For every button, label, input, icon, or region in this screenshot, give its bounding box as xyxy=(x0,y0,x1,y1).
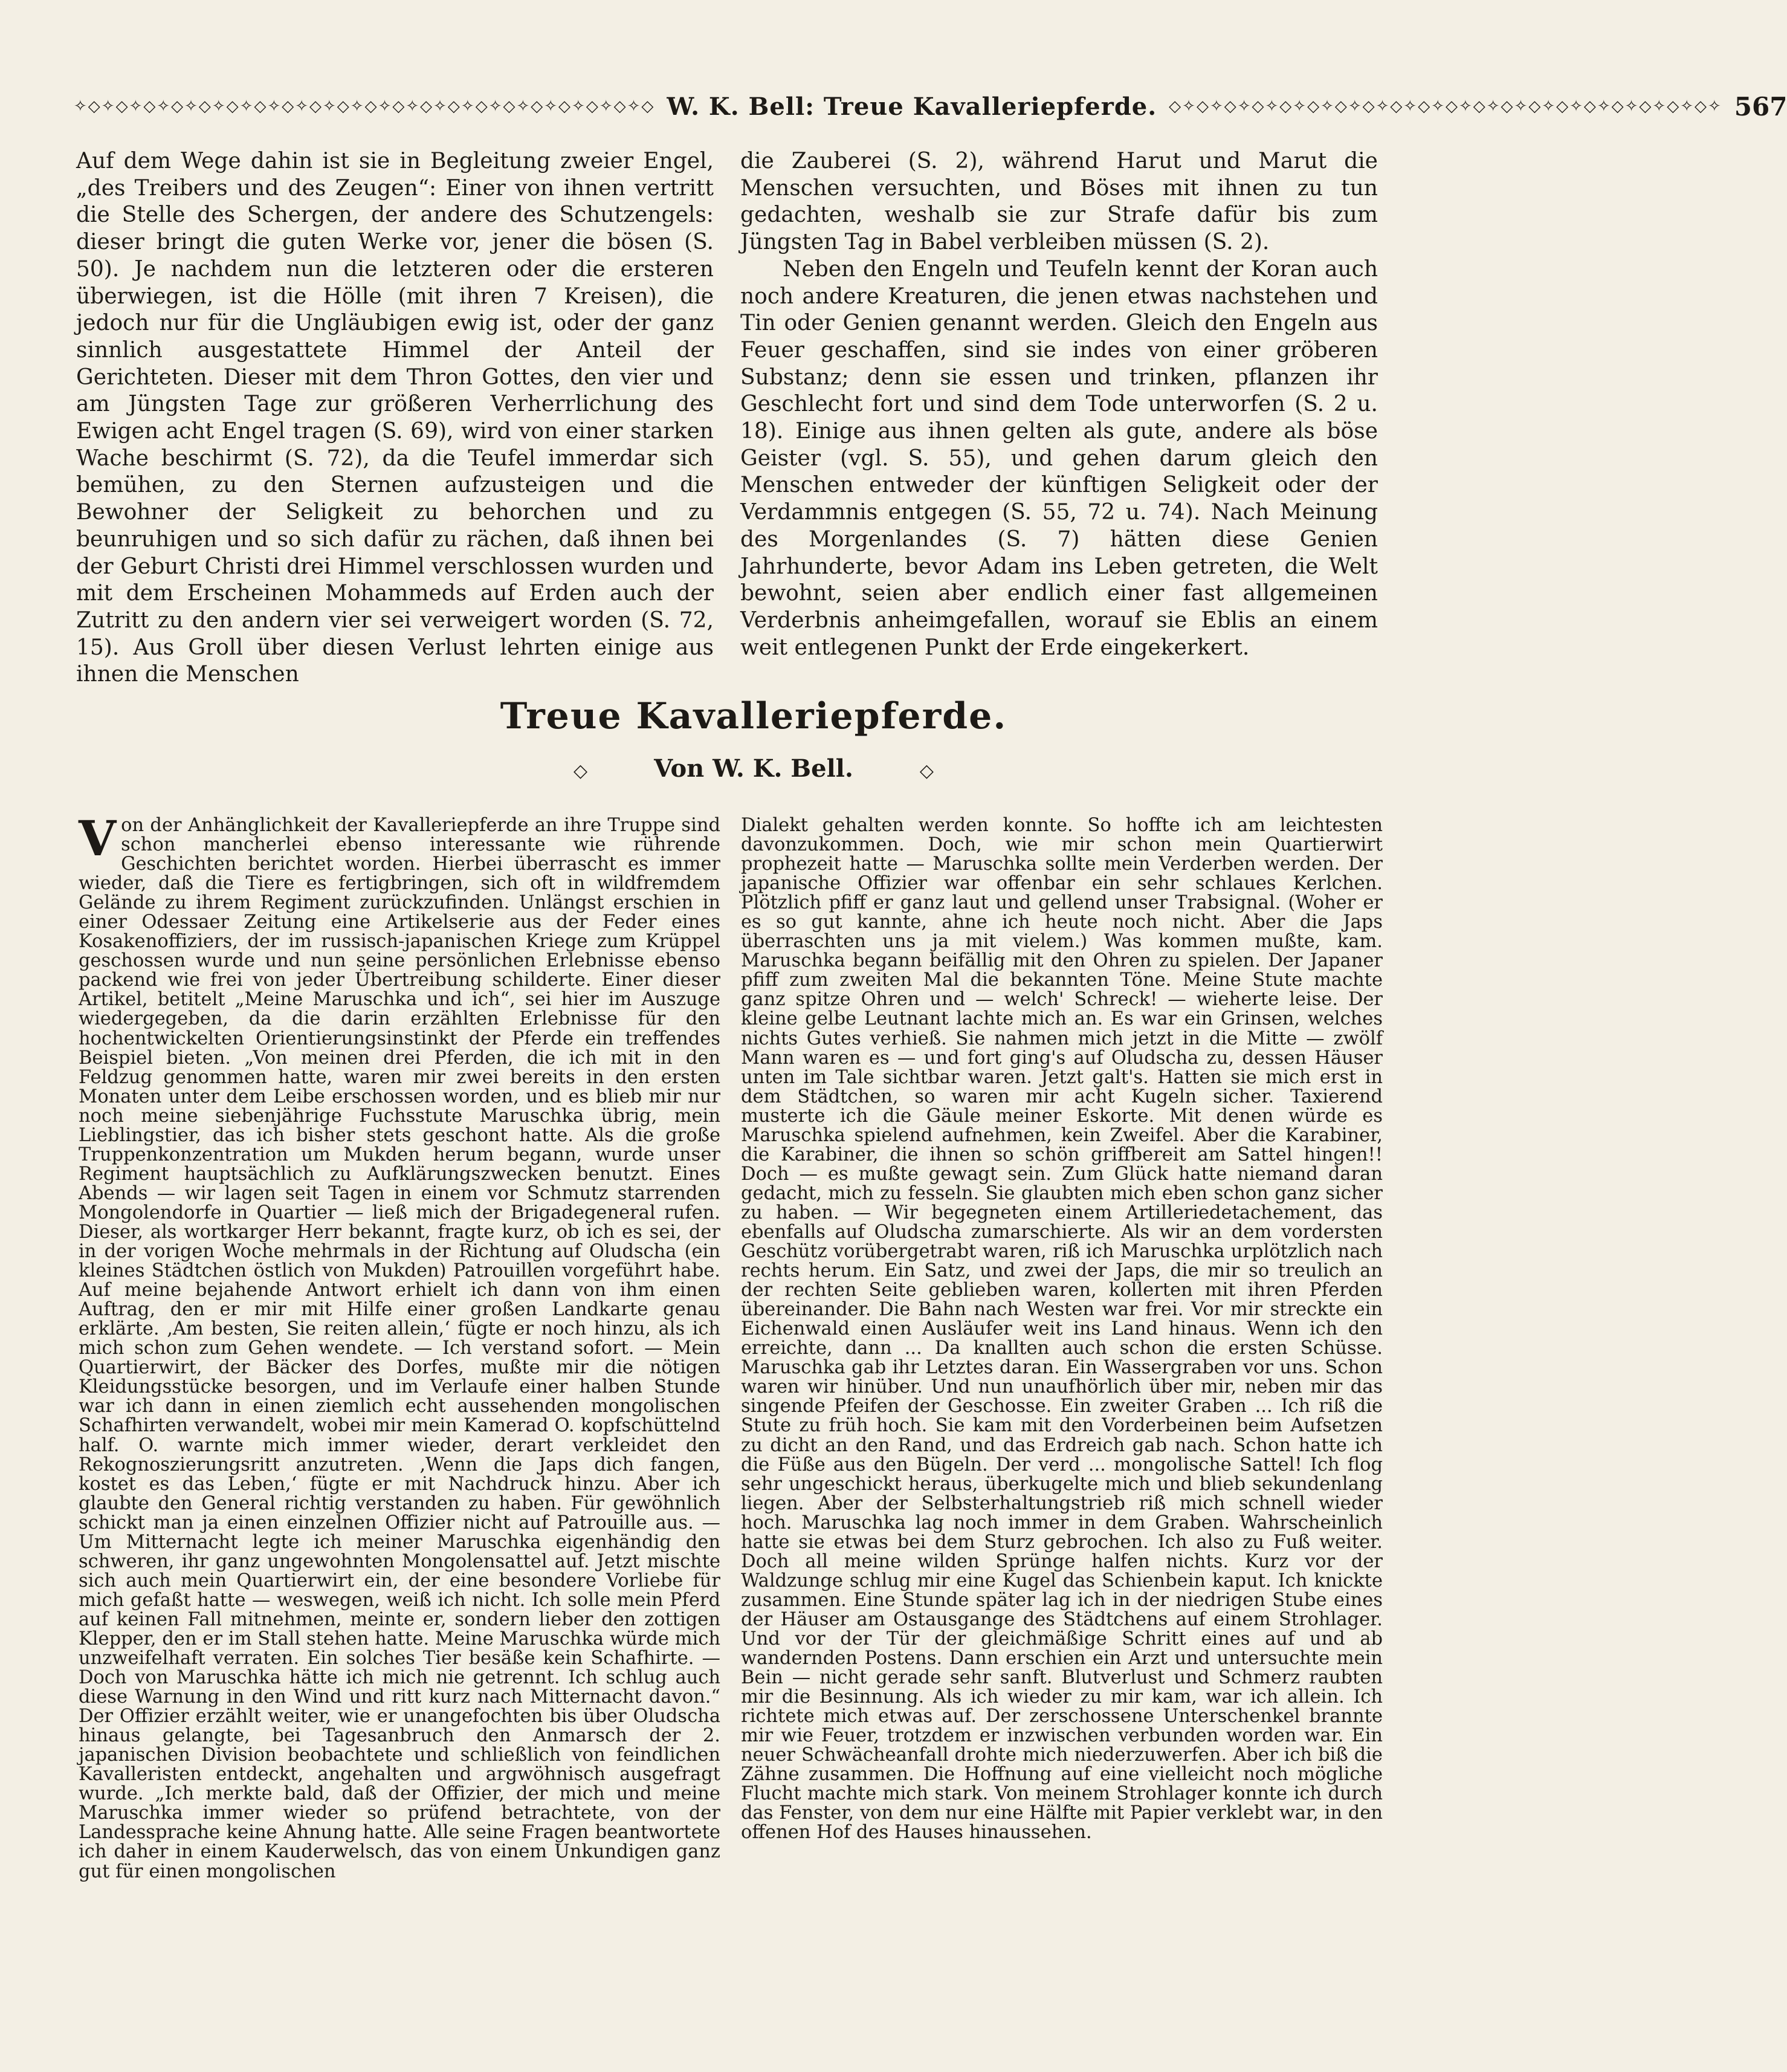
previous-article-paragraph: die Zauberei (S. 2), während Harut und Marut die Menschen versuchten, und Böses mit ihnen zu tun gedachten, weshalb sie zur Strafe dafür bis zum Jüngsten Tag in Babel verbleiben müssen (S. 2). xyxy=(740,149,1378,255)
article-text: on der Anhänglichkeit der Kavalleriepferde an ihre Truppe sind schon mancherlei ebenso interessante wie rührende Geschichten berichtet worden. Hierbei überrascht es immer wieder, daß die Tiere es fertigbringen, sich oft in wildfremdem Gelände zu ihrem Regiment zurückzufinden. Unlängst erschien in einer Odessaer Zeitung eine Artikelserie aus der Feder eines Kosakenoffiziers, der im russisch-japanischen Kriege zum Krüppel geschossen wurde und nun seine persönlichen Erlebnisse ebenso packend wie frei von jeder Übertreibung schilderte. Einer dieser Artikel, betitelt „Meine Maruschka und ich“, sei hier im Auszuge wiedergegeben, da die darin erzählten Erlebnisse für den hochentwickelten Orientierungsinstinkt der Pferde ein treffendes Beispiel bieten. „Von meinen drei Pferden, die ich mit in den Feldzug genommen hatte, waren mir zwei bereits in den ersten Monaten unter dem Leibe erschossen worden, und es blieb mir nur noch meine siebenjährige Fuchsstute Maruschka übrig, mein Lieblingstier, das ich bisher stets geschont hatte. Als die große Truppenkonzentration um Mukden herum begann, wurde unser Regiment hauptsächlich zu Aufklärungszwecken benutzt. Eines Abends — wir lagen seit Tagen in einem vor Schmutz starrenden Mongolendorfe in Quartier — ließ mich der Brigadegeneral rufen. Dieser, als wortkarger Herr bekannt, fragte kurz, ob ich es sei, der in der vorigen Woche mehrmals in der Richtung auf Oludscha (ein kleines Städtchen östlich von Mukden) Patrouillen vorgeführt habe. Auf meine bejahende Antwort erhielt ich dann von ihm einen Auftrag, den er mir mit Hilfe einer großen Landkarte genau erklärte. ‚Am besten, Sie reiten allein,‘ fügte er noch hinzu, als ich mich schon zum Gehen wendete. — Ich verstand sofort. — Mein Quartierwirt, der Bäcker des Dorfes, mußte mir die nötigen Kleidungsstücke besorgen, und im Verlaufe einer halben Stunde war ich dann in einen ziemlich echt aussehenden mongolischen Schafhirten verwandelt, wobei mir mein Kamerad O. kopfschüttelnd half. O. warnte mich immer wieder, derart verkleidet den Rekognoszierungsritt anzutreten. ‚Wenn die Japs dich fangen, kostet es das Leben,‘ fügte er mit Nachdruck hinzu. Aber ich glaubte den General richtig verstanden zu haben. Für gewöhnlich schickt man ja einen einzelnen Offizier nicht auf Patrouille aus. — Um Mitternacht legte ich meiner Maruschka eigenhändig den schweren, ihr ganz ungewohnten Mongolensattel auf. Jetzt mischte sich auch mein Quartierwirt ein, der eine besondere Vorliebe für mich gefaßt hatte — weswegen, weiß ich nicht. Ich solle mein Pferd auf keinen Fall mitnehmen, meinte er, sondern lieber den zottigen Klepper, den er im Stall stehen hatte. Meine Maruschka würde mich unzweifelhaft verraten. Ein solches Tier besäße kein Schafhirte. — Doch von Maruschka hätte ich mich nie getrennt. Ich schlug auch diese Warnung in den Wind und ritt kurz nach Mitternacht davon.“ Der Offizier erzählt weiter, wie er unangefochten bis über Oludscha hinaus gelangte, bei Tagesanbruch den Anmarsch der 2. japanischen Division beobachtete und schließlich von feindlichen Kavalleristen entdeckt, angehalten und argwöhnisch ausgefragt wurde. „Ich merkte bald, daß der Offizier, der mich und meine Maruschka immer wieder so prüfend betrachtete, von der Landessprache keine Ahnung hatte. Alle seine Fragen beantwortete ich daher in einem Kauderwelsch, das von einem Unkundigen ganz gut für einen mongolischen xyxy=(79,815,720,1882)
article-title: Treue Kavalleriepferde. xyxy=(500,695,1007,737)
byline-ornament-left: ◇ xyxy=(574,760,588,782)
previous-article-paragraph: Neben den Engeln und Teufeln kennt der Koran auch noch andere Kreaturen, die jenen etwas nachstehen und Tin oder Genien genannt werden. Gleich den Engeln aus Feuer geschaffen, sind sie indes von einer gröberen Substanz; denn sie essen und trinken, pflanzen ihr Geschlecht fort und sind dem Tode unterworfen (S. 2 u. 18). Einige aus ihnen gelten als gute, andere als böse Geister (vgl. S. 55), und gehen darum gleich den Menschen entweder der künftigen Seligkeit oder der Verdammnis entgegen (S. 55, 72 u. 74). Nach Meinung des Morgenlandes (S. 7) hätten diese Genien Jahrhunderte, bevor Adam ins Leben getreten, die Welt bewohnt, seien aber endlich einer fast allgemeinen Verderbnis anheimgefallen, worauf sie Eblis an einem weit entlegenen Punkt der Erde eingekerkert. xyxy=(740,256,1378,660)
drop-cap: V xyxy=(79,810,117,867)
article-paragraph xyxy=(79,810,720,1882)
previous-article-right-column xyxy=(740,148,1378,661)
previous-article-paragraph: Auf dem Wege dahin ist sie in Begleitung zweier Engel, „des Treibers und des Zeugen“: Einer von ihnen vertritt die Stelle des Schergen, der andere des Schutzengels: dieser bringt die guten Werke vor, jener die bösen (S. 50). Je nachdem nun die letzteren oder die ersteren überwiegen, ist die Hölle (mit ihren 7 Kreisen), die jedoch nur für die Ungläubigen ewig ist, oder der ganz sinnlich ausgestattete Himmel der Anteil der Gerichteten. Dieser mit dem Thron Gottes, den vier und am Jüngsten Tage zur größeren Verherrlichung des Ewigen acht Engel tragen (S. 69), wird von einer starken Wache beschirmt (S. 72), da die Teufel immerdar sich bemühen, zu den Sternen aufzusteigen und die Bewohner der Seligkeit zu behorchen und zu beunruhigen und so sich dafür zu rächen, daß ihnen bei der Geburt Christi drei Himmel verschlossen wurden und mit dem Erscheinen Mohammeds auf Erden auch der Zutritt zu den andern vier sei verweigert worden (S. 72, 15). Aus Groll über diesen Verlust lehrten einige aus ihnen die Menschen xyxy=(76,149,714,687)
running-header xyxy=(74,82,1787,131)
article-paragraph: Dialekt gehalten werden konnte. So hoffte ich am leichtesten davonzukommen. Doch, wie mir schon mein Quartierwirt prophezeit hatte — Maruschka sollte mein Verderben werden. Der japanische Offizier war offenbar ein sehr schlaues Kerlchen. Plötzlich pfiff er ganz laut und gellend unser Trabsignal. (Woher er es so gut kannte, ahne ich heute noch nicht. Aber die Japs überraschten uns ja mit vielem.) Was kommen mußte, kam. Maruschka begann beifällig mit den Ohren zu spielen. Der Japaner pfiff zum zweiten Mal die bekannten Töne. Meine Stute machte ganz spitze Ohren und — welch' Schreck! — wieherte leise. Der kleine gelbe Leutnant lachte mich an. Es war ein Grinsen, welches nichts Gutes verhieß. Sie nahmen mich jetzt in die Mitte — zwölf Mann waren es — und fort ging's auf Oludscha zu, dessen Häuser unten im Tale sichtbar waren. Jetzt galt's. Hatten sie mich erst in dem Städtchen, so waren mir acht Kugeln sicher. Taxierend musterte ich die Gäule meiner Eskorte. Mit denen würde es Maruschka spielend aufnehmen, kein Zweifel. Aber die Karabiner, die Karabiner, die ihnen so schön griffbereit am Sattel hingen!! Doch — es mußte gewagt sein. Zum Glück hatte niemand daran gedacht, mich zu fesseln. Sie glaubten mich eben schon ganz sicher zu haben. — Wir begegneten einem Artilleriedetachement, das ebenfalls auf Oludscha zumarschierte. Als wir an dem vordersten Geschütz vorübergetrabt waren, riß ich Maruschka urplötzlich nach rechts herum. Ein Satz, und zwei der Japs, die mir so treulich an der rechten Seite geblieben waren, kollerten mit ihren Pferden übereinander. Die Bahn nach Westen war frei. Vor mir streckte ein Eichenwald einen Ausläufer weit ins Land hinaus. Wenn ich den erreichte, dann ... Da knallten auch schon die ersten Schüsse. Maruschka gab ihr Letztes daran. Ein Wassergraben vor uns. Schon waren wir hinüber. Und nun unaufhörlich über mir, neben mir das singende Pfeifen der Geschosse. Ein zweiter Graben ... Ich riß die Stute zu früh hoch. Sie kam mit den Vorderbeinen beim Aufsetzen zu dicht an den Rand, und das Erdreich gab nach. Schon hatte ich die Füße aus den Bügeln. Der verd ... mongolische Sattel! Ich flog sehr ungeschickt heraus, überkugelte mich und blieb sekundenlang liegen. Aber der Selbsterhaltungstrieb riß mich schnell wieder hoch. Maruschka lag noch immer in dem Graben. Wahrscheinlich hatte sie etwas bei dem Sturz gebrochen. Ich also zu Fuß weiter. Doch all meine wilden Sprünge halfen nichts. Kurz vor der Waldzunge schlug mir eine Kugel das Schienbein kaput. Ich knickte zusammen. Eine Stunde später lag ich in der niedrigen Stube eines der Häuser am Ostausgange des Städtchens auf einem Strohlager. Und vor der Tür der gleichmäßige Schritt eines auf und ab wandernden Postens. Dann erschien ein Arzt und untersuchte mein Bein — nicht gerade sehr sanft. Blutverlust und Schmerz raubten mir die Besinnung. Als ich wieder zu mir kam, war ich allein. Ich richtete mich etwas auf. Der zerschossene Unterschenkel brannte mir wie Feuer, trotzdem er inzwischen verbunden worden war. Ein neuer Schwächeanfall drohte mich niederzuwerfen. Aber ich biß die Zähne zusammen. Die Hoffnung auf eine vielleicht noch mögliche Flucht machte mich stark. Von meinem Strohlager konnte ich durch das Fenster, von dem nur eine Hälfte mit Papier verklebt war, in den offenen Hof des Hauses hinaussehen. xyxy=(741,815,1383,1844)
byline-ornament-right: ◇ xyxy=(919,760,934,782)
byline-text: Von W. K. Bell. xyxy=(654,754,853,783)
previous-article-left-column xyxy=(76,148,714,688)
header-ornament-right: ◇✧◇✧◇✧◇✧◇✧◇✧◇✧◇✧◇✧◇✧◇✧◇✧◇✧◇✧◇✧◇✧◇✧◇✧◇✧◇✧ xyxy=(1169,97,1722,115)
byline xyxy=(0,754,1507,783)
article-left-column xyxy=(79,810,720,1882)
running-title: W. K. Bell: Treue Kavalleriepferde. xyxy=(667,92,1157,121)
article-right-column xyxy=(741,816,1383,1842)
page-number: 567 xyxy=(1734,91,1787,121)
header-ornament-left: ✧◇✧◇✧◇✧◇✧◇✧◇✧◇✧◇✧◇✧◇✧◇✧◇✧◇✧◇✧◇✧◇✧◇✧◇✧◇✧◇✧◇ xyxy=(74,97,655,115)
